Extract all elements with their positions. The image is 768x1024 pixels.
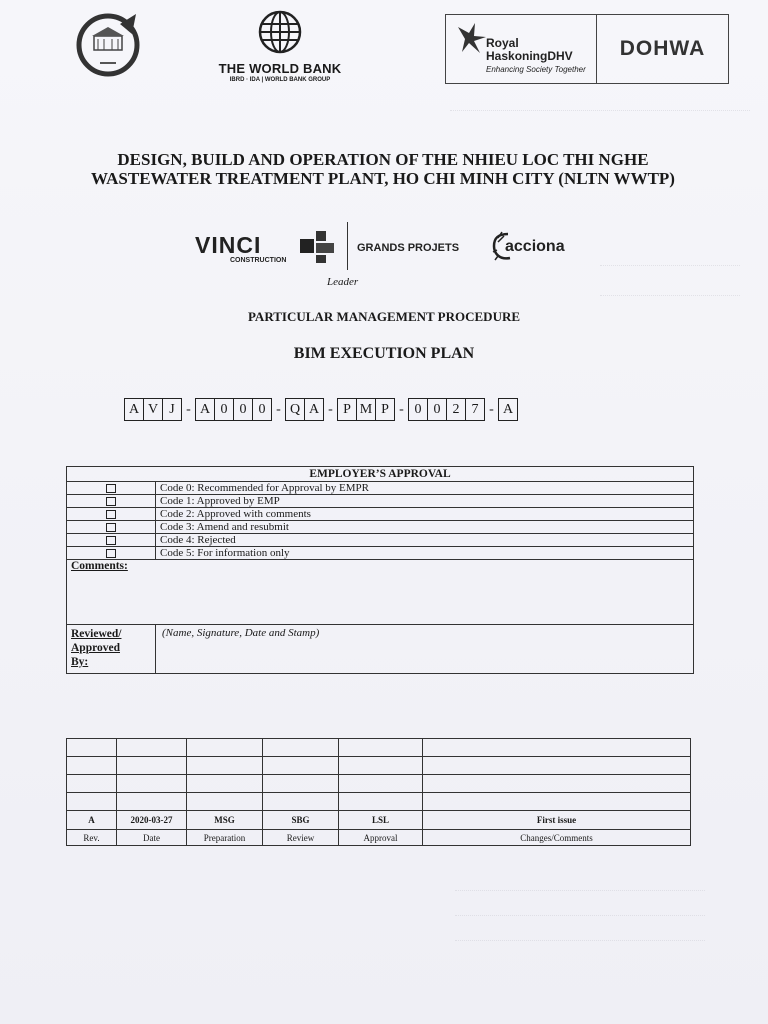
code-2-label: Code 2: Approved with comments [156, 508, 694, 521]
bleed-through-text [455, 930, 705, 941]
label-rev: Rev. [67, 830, 117, 846]
revision-empty-row [67, 793, 691, 811]
doc-number-char: 7 [471, 401, 479, 417]
doc-number-char: 0 [258, 401, 266, 417]
doc-number-char: 0 [234, 399, 253, 420]
star-icon [456, 23, 486, 53]
bleed-through-text [600, 285, 740, 296]
doc-number-char: 0 [215, 399, 234, 420]
doc-number-separator: - [399, 401, 404, 417]
document-type: PARTICULAR MANAGEMENT PROCEDURE [247, 309, 521, 324]
approval-header-row [67, 467, 694, 482]
approval-code-row [67, 521, 694, 534]
revision-empty-row [67, 739, 691, 757]
leader-label: Leader [327, 276, 359, 288]
approval-code-row [67, 508, 694, 521]
world-bank-title: THE WORLD BANK [218, 61, 342, 76]
doc-number-separator: - [276, 401, 281, 417]
code-0-checkbox[interactable] [106, 484, 116, 493]
employer-approval-table [66, 466, 694, 674]
doc-number-group [285, 398, 324, 421]
doc-number-separator: - [186, 401, 191, 417]
revision-empty-row [67, 757, 691, 775]
doc-number-char: J [169, 401, 175, 417]
rhdhv-name-line-1: Royal [486, 36, 519, 50]
doc-number-char: A [308, 401, 320, 417]
revision-preparation: MSG [187, 811, 263, 830]
doc-number-char: P [381, 401, 389, 417]
doc-number-group [337, 398, 395, 421]
vinci-logo-text: VINCI [195, 232, 262, 258]
dohwa-logo: DOHWA [619, 37, 706, 60]
code-4-checkbox[interactable] [106, 536, 116, 545]
label-preparation: Preparation [187, 830, 263, 846]
project-title: DESIGN, BUILD AND OPERATION OF THE NHIEU LOC THI NGHE WASTEWATER TREATMENT PLANT, HO CHI MINH CITY (NLTN WWTP) [91, 150, 675, 188]
logo-divider [347, 222, 348, 270]
comments-row [67, 560, 694, 625]
doc-number-group [124, 398, 182, 421]
approval-code-row [67, 534, 694, 547]
approval-code-row [67, 495, 694, 508]
revision-approval: LSL [339, 811, 423, 830]
doc-number-group [498, 398, 518, 421]
code-0-label: Code 0: Recommended for Approval by EMPR [156, 482, 694, 495]
doc-number-separator: - [489, 401, 494, 417]
government-seal-logo [70, 12, 146, 78]
document-title: BIM EXECUTION PLAN [293, 345, 475, 362]
code-5-label: Code 5: For information only [156, 547, 694, 560]
world-bank-subtitle: IBRD · IDA | WORLD BANK GROUP [229, 77, 331, 83]
grands-projets-text: GRANDS PROJETS [357, 242, 460, 254]
vinci-construction-text: CONSTRUCTION [230, 257, 287, 264]
code-2-checkbox[interactable] [106, 510, 116, 519]
vinci-mark-icon [298, 229, 338, 265]
reviewed-value[interactable]: (Name, Signature, Date and Stamp) [156, 625, 694, 674]
revision-date: 2020-03-27 [117, 811, 187, 830]
doc-number-separator: - [328, 401, 333, 417]
code-1-label: Code 1: Approved by EMP [156, 495, 694, 508]
bleed-through-text [455, 905, 705, 916]
revision-row [67, 811, 691, 830]
doc-number-char: P [338, 399, 357, 420]
reviewed-label: Reviewed/ Approved By: [67, 625, 156, 674]
globe-icon [255, 10, 305, 54]
doc-number-char: A [502, 401, 514, 417]
document-number [124, 398, 518, 421]
revision-changes: First issue [423, 811, 691, 830]
reviewed-row [67, 625, 694, 674]
doc-number-char: V [144, 399, 163, 420]
code-4-label: Code 4: Rejected [156, 534, 694, 547]
revision-review: SBG [263, 811, 339, 830]
approval-code-row [67, 547, 694, 560]
doc-number-char: M [357, 399, 376, 420]
label-review: Review [263, 830, 339, 846]
revision-labels-row [67, 830, 691, 846]
doc-number-char: 2 [447, 399, 466, 420]
comments-label[interactable]: Comments: [67, 560, 694, 625]
doc-number-group [195, 398, 272, 421]
doc-number-char: A [125, 399, 144, 420]
bleed-through-text [450, 100, 750, 111]
code-3-label: Code 3: Amend and resubmit [156, 521, 694, 534]
revision-history-table [66, 738, 691, 846]
consultant-logos-box [445, 14, 729, 84]
doc-number-char: 0 [428, 399, 447, 420]
rhdhv-tagline: Enhancing Society Together [486, 65, 586, 74]
code-1-checkbox[interactable] [106, 497, 116, 506]
approval-code-row [67, 482, 694, 495]
acciona-logo-text: acciona [505, 238, 565, 255]
rhdhv-name-line-2: HaskoningDHV [486, 49, 573, 63]
doc-number-group [408, 398, 485, 421]
label-changes: Changes/Comments [423, 830, 691, 846]
code-3-checkbox[interactable] [106, 523, 116, 532]
world-bank-logo [205, 10, 355, 83]
doc-number-char: Q [286, 399, 305, 420]
revision-rev: A [67, 811, 117, 830]
revision-empty-row [67, 775, 691, 793]
royal-haskoningdhv-logo [446, 15, 597, 83]
doc-number-char: 0 [409, 399, 428, 420]
bleed-through-text [600, 255, 740, 266]
code-5-checkbox[interactable] [106, 549, 116, 558]
approval-header: EMPLOYER’S APPROVAL [67, 467, 694, 482]
label-date: Date [117, 830, 187, 846]
label-approval: Approval [339, 830, 423, 846]
doc-number-char: A [196, 399, 215, 420]
bleed-through-text [455, 880, 705, 891]
